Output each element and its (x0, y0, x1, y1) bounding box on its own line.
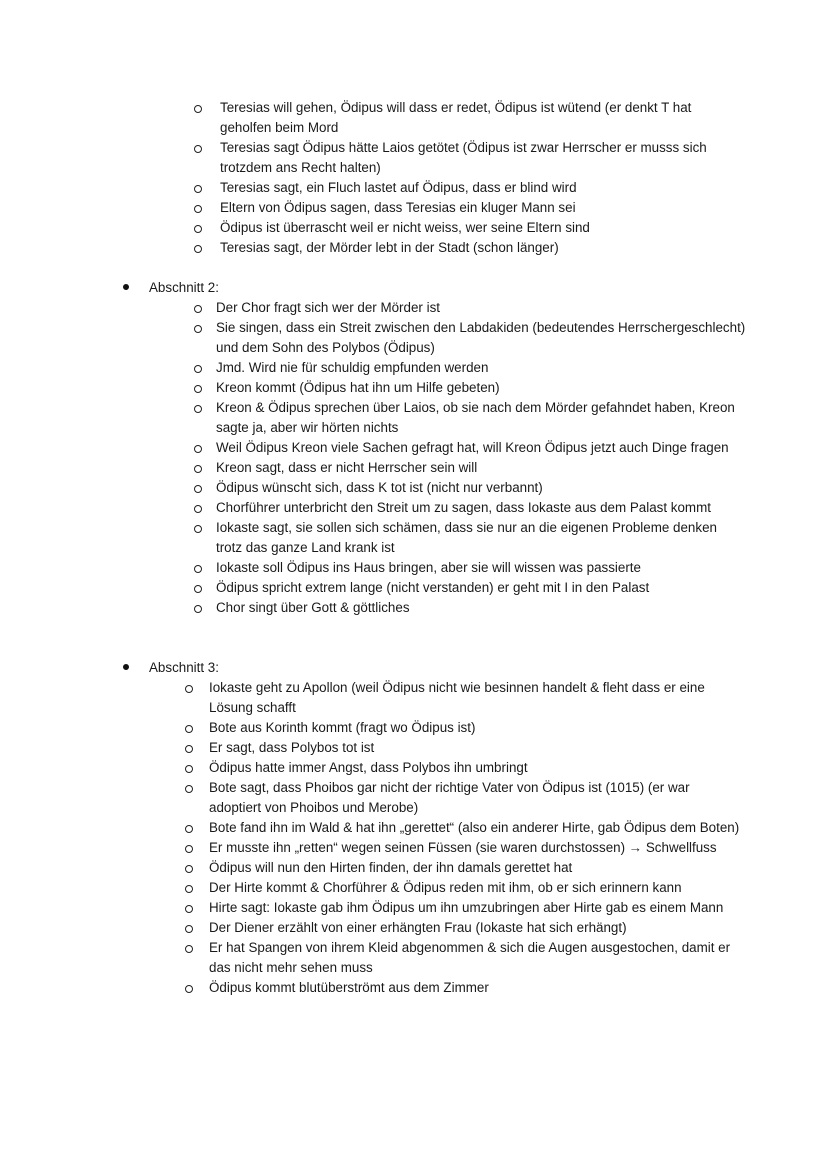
list-item (216, 378, 746, 398)
circle-bullet-icon (194, 325, 202, 333)
circle-bullet-icon (194, 245, 202, 253)
list-item-text: Er musste ihn „retten“ wegen seinen Füssen (sie waren durchstossen) → Schwellfuss (209, 840, 717, 855)
list-item-text: Der Diener erzählt von einer erhängten Frau (Iokaste hat sich erhängt) (209, 920, 627, 935)
list-item (209, 898, 744, 918)
list-item (216, 498, 746, 518)
list-item (220, 218, 740, 238)
list-item-text: Iokaste sagt, sie sollen sich schämen, dass sie nur an die eigenen Probleme denken trotz das ganze Land krank ist (216, 520, 717, 555)
list-item-text: Ödipus kommt blutüberströmt aus dem Zimmer (209, 980, 489, 995)
list-item-text: Hirte sagt: Iokaste gab ihm Ödipus um ihn umzubringen aber Hirte gab es einem Mann (209, 900, 724, 915)
list-item (209, 918, 744, 938)
circle-bullet-icon (194, 385, 202, 393)
circle-bullet-icon (194, 145, 202, 153)
list-item-text: Weil Ödipus Kreon viele Sachen gefragt hat, will Kreon Ödipus jetzt auch Dinge fragen (216, 440, 729, 455)
list-item-text: Eltern von Ödipus sagen, dass Teresias ein kluger Mann sei (220, 200, 576, 215)
list-item-text: Teresias sagt Ödipus hätte Laios getötet (Ödipus ist zwar Herrscher er musss sich trotzdem ans Recht halten) (220, 140, 707, 175)
bullet-dot-icon (123, 664, 129, 670)
list-item-text: Der Chor fragt sich wer der Mörder ist (216, 300, 440, 315)
list-item-text: Kreon kommt (Ödipus hat ihn um Hilfe gebeten) (216, 380, 500, 395)
list-item-text: Ödipus ist überrascht weil er nicht weiss, wer seine Eltern sind (220, 220, 590, 235)
circle-bullet-icon (185, 885, 193, 893)
circle-bullet-icon (185, 785, 193, 793)
list-item (209, 838, 744, 858)
list-item (209, 738, 744, 758)
circle-bullet-icon (194, 365, 202, 373)
circle-bullet-icon (185, 865, 193, 873)
section2-heading-text: Abschnitt 2: (149, 280, 219, 295)
list-item (216, 558, 746, 578)
circle-bullet-icon (185, 845, 193, 853)
circle-bullet-icon (185, 765, 193, 773)
list-item (216, 458, 746, 478)
circle-bullet-icon (194, 525, 202, 533)
circle-bullet-icon (194, 185, 202, 193)
circle-bullet-icon (194, 485, 202, 493)
list-item (209, 938, 744, 978)
circle-bullet-icon (185, 905, 193, 913)
circle-bullet-icon (185, 745, 193, 753)
list-item-text: Teresias sagt, ein Fluch lastet auf Ödipus, dass er blind wird (220, 180, 577, 195)
list-item (209, 858, 744, 878)
list-item-text: Jmd. Wird nie für schuldig empfunden werden (216, 360, 489, 375)
circle-bullet-icon (194, 225, 202, 233)
list-item-text: Er sagt, dass Polybos tot ist (209, 740, 375, 755)
list-item-text: Bote sagt, dass Phoibos gar nicht der richtige Vater von Ödipus ist (1015) (er war adoptiert von Phoibos und Merobe) (209, 780, 690, 815)
circle-bullet-icon (194, 585, 202, 593)
list-item (209, 718, 744, 738)
circle-bullet-icon (194, 465, 202, 473)
list-item (209, 678, 744, 718)
list-item (209, 978, 744, 998)
list-item-text: Bote fand ihn im Wald & hat ihn „gerettet“ (also ein anderer Hirte, gab Ödipus dem Boten) (209, 820, 740, 835)
list-item (220, 178, 740, 198)
circle-bullet-icon (194, 505, 202, 513)
list-item (216, 518, 746, 558)
list-item (216, 398, 746, 438)
list-item-text: Der Hirte kommt & Chorführer & Ödipus reden mit ihm, ob er sich erinnern kann (209, 880, 682, 895)
circle-bullet-icon (194, 105, 202, 113)
section2-heading (149, 278, 219, 298)
list-item-text: Ödipus wünscht sich, dass K tot ist (nicht nur verbannt) (216, 480, 543, 495)
list-item-text: Kreon sagt, dass er nicht Herrscher sein will (216, 460, 478, 475)
section1-list (220, 98, 740, 258)
list-item-text: Teresias will gehen, Ödipus will dass er redet, Ödipus ist wütend (er denkt T hat geholfen beim Mord (220, 100, 692, 135)
list-item-text: Chorführer unterbricht den Streit um zu sagen, dass Iokaste aus dem Palast kommt (216, 500, 711, 515)
list-item (216, 358, 746, 378)
list-item-text: Ödipus will nun den Hirten finden, der ihn damals gerettet hat (209, 860, 573, 875)
circle-bullet-icon (185, 985, 193, 993)
list-item (209, 758, 744, 778)
list-item (216, 438, 746, 458)
list-item (220, 198, 740, 218)
circle-bullet-icon (194, 305, 202, 313)
list-item-text: Ödipus hatte immer Angst, dass Polybos ihn umbringt (209, 760, 528, 775)
list-item-text: Iokaste geht zu Apollon (weil Ödipus nicht wie besinnen handelt & fleht dass er eine Lösung schafft (209, 680, 705, 715)
circle-bullet-icon (194, 205, 202, 213)
list-item (216, 578, 746, 598)
list-item-text: Chor singt über Gott & göttliches (216, 600, 410, 615)
list-item-text: Ödipus spricht extrem lange (nicht verstanden) er geht mit I in den Palast (216, 580, 650, 595)
circle-bullet-icon (185, 685, 193, 693)
list-item (216, 478, 746, 498)
bullet-dot-icon (123, 284, 129, 290)
circle-bullet-icon (194, 605, 202, 613)
circle-bullet-icon (185, 825, 193, 833)
list-item (220, 138, 740, 178)
list-item-text: Bote aus Korinth kommt (fragt wo Ödipus ist) (209, 720, 476, 735)
section3-heading-text: Abschnitt 3: (149, 660, 219, 675)
circle-bullet-icon (194, 445, 202, 453)
list-item-text: Kreon & Ödipus sprechen über Laios, ob sie nach dem Mörder gefahndet haben, Kreon sagte ja, aber wir hörten nichts (216, 400, 735, 435)
list-item (220, 98, 740, 138)
list-item (209, 878, 744, 898)
circle-bullet-icon (194, 405, 202, 413)
section2-list (216, 298, 746, 618)
circle-bullet-icon (185, 725, 193, 733)
circle-bullet-icon (194, 565, 202, 573)
list-item-text: Sie singen, dass ein Streit zwischen den Labdakiden (bedeutendes Herrschergeschlecht) und dem Sohn des Polybos (Ödipus) (216, 320, 746, 355)
circle-bullet-icon (185, 925, 193, 933)
list-item (216, 298, 746, 318)
list-item (216, 598, 746, 618)
section3-heading (149, 658, 219, 678)
list-item (209, 818, 744, 838)
list-item-text: Teresias sagt, der Mörder lebt in der Stadt (schon länger) (220, 240, 559, 255)
list-item (209, 778, 744, 818)
list-item-text: Iokaste soll Ödipus ins Haus bringen, aber sie will wissen was passierte (216, 560, 641, 575)
section3-list (209, 678, 744, 998)
list-item (220, 238, 740, 258)
list-item (216, 318, 746, 358)
list-item-text: Er hat Spangen von ihrem Kleid abgenommen & sich die Augen ausgestochen, damit er das nicht mehr sehen muss (209, 940, 731, 975)
circle-bullet-icon (185, 945, 193, 953)
